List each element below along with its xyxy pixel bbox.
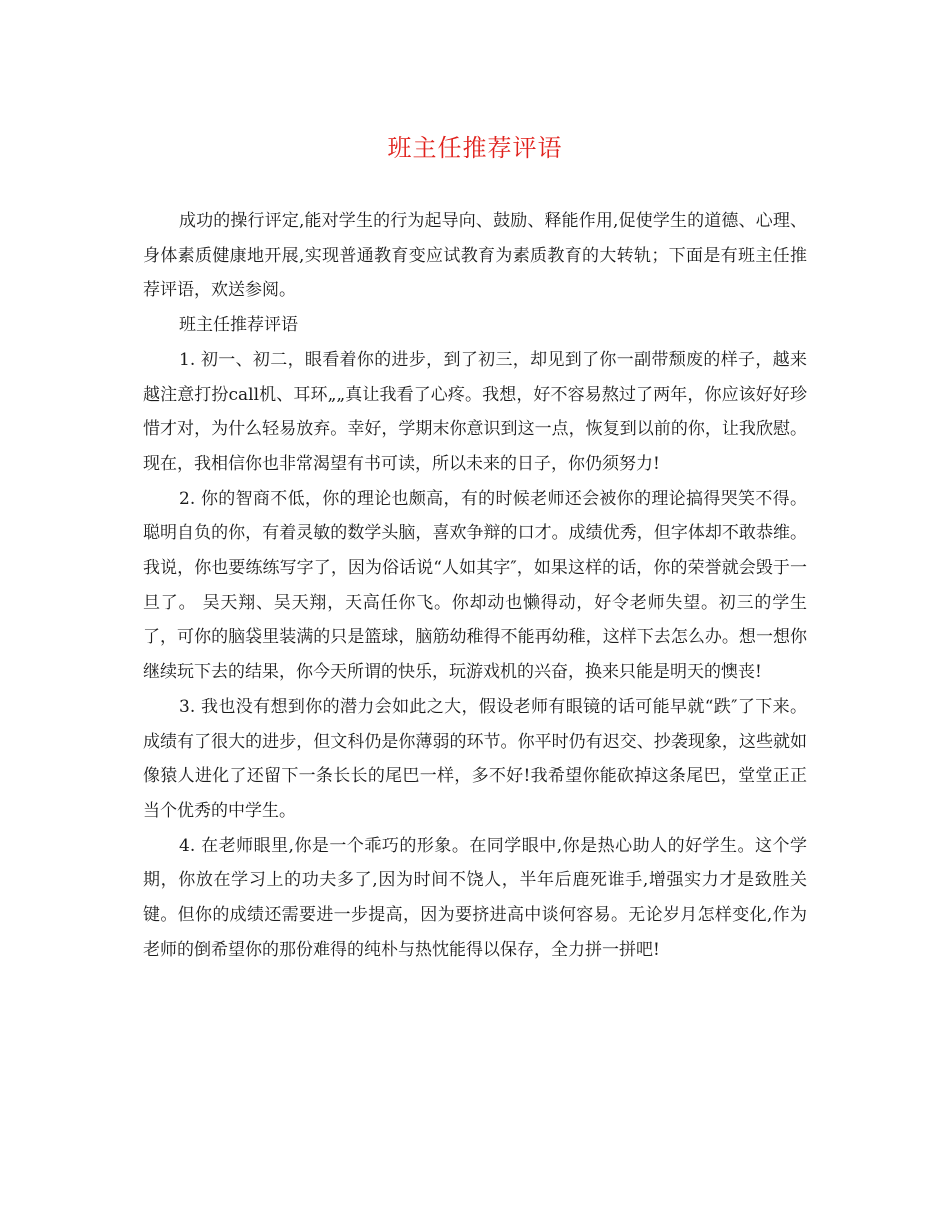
document-title: 班主任推荐评语 (387, 134, 563, 162)
section-heading: 班主任推荐评语 (179, 315, 298, 336)
comment-paragraph-3: 3. 我也没有想到你的潜力会如此之大，假设老师有眼镜的话可能早就“跌″了下来。成绩有了很大的进步，但文科仍是你薄弱的环节。你平时仍有迟交、抄袭现象，这些就如像猿人进化了还留下一条长长的尾巴一样，多不好!我希望你能砍掉这条尾巴，堂堂正正当个优秀的中学生。 (143, 696, 807, 821)
intro-paragraph: 成功的操行评定,能对学生的行为起导向、鼓励、释能作用,促使学生的道德、心理、身体素质健康地开展,实现普通教育变应试教育为素质教育的大转轨；下面是有班主任推荐评语，欢送参阅。 (143, 211, 807, 301)
comment-paragraph-4: 4. 在老师眼里,你是一个乖巧的形象。在同学眼中,你是热心助人的好学生。这个学期，你放在学习上的功夫多了,因为时间不饶人，半年后鹿死谁手,增强实力才是致胜关键。但你的成绩还需要进一步提高，因为要挤进高中谈何容易。无论岁月怎样变化,作为老师的倒希望你的那份难得的纯朴与热忱能得以保存，全力拼一拼吧! (143, 835, 807, 960)
comment-paragraph-2: 2. 你的智商不低，你的理论也颇高，有的时候老师还会被你的理论搞得哭笑不得。聪明自负的你，有着灵敏的数学头脑，喜欢争辩的口才。成绩优秀，但字体却不敢恭维。我说，你也要练练写字了，因为俗话说“人如其字″，如果这样的话，你的荣誉就会毁于一旦了。 吴天翔、吴天翔，天高任你飞。你却动也懒得动，好令老师失望。初三的学生了，可你的脑袋里装满的只是篮球，脑筋幼稚得不能再幼稚，这样下去怎么办。想一想你继续玩下去的结果，你今天所谓的快乐，玩游戏机的兴奋，换来只能是明天的懊丧! (143, 488, 807, 683)
comment-paragraph-1: 1. 初一、初二，眼看着你的进步，到了初三，却见到了你一副带颓废的样子，越来越注意打扮call机、耳环„„真让我看了心疼。我想，好不容易熬过了两年，你应该好好珍惜才对，为什么轻易放弃。幸好，学期末你意识到这一点，恢复到以前的你，让我欣慰。现在，我相信你也非常渴望有书可读，所以未来的日子，你仍须努力! (143, 349, 807, 474)
document-body (143, 204, 807, 967)
